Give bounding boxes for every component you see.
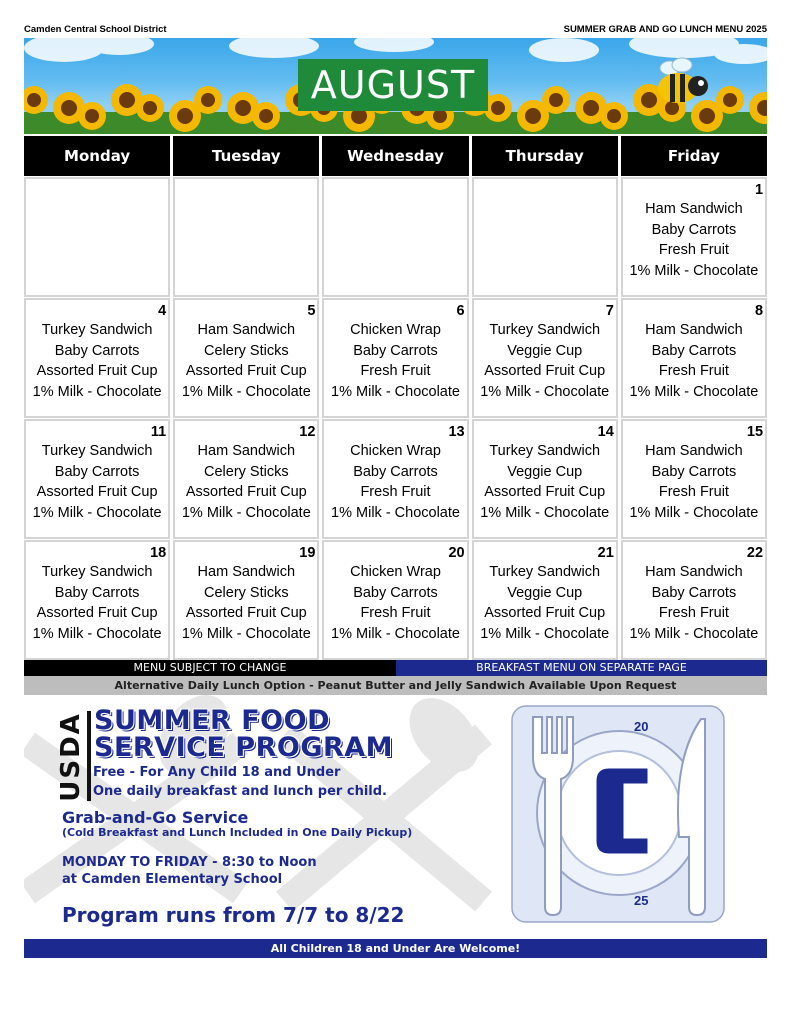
district-name: Camden Central School District: [24, 24, 167, 35]
menu-item: Fresh Fruit: [360, 605, 431, 621]
day-number: 11: [150, 424, 167, 440]
sunflower-icon: [136, 94, 164, 122]
weekday-header: Thursday: [469, 136, 618, 176]
menu-item: Fresh Fruit: [658, 484, 729, 500]
calendar-day-cell: [621, 298, 767, 418]
calendar-day-cell: [322, 419, 468, 539]
menu-item: 1% Milk - Chocolate: [181, 504, 311, 521]
calendar-day-cell: [24, 540, 170, 660]
menu-item: Ham Sandwich: [645, 201, 743, 217]
menu-item: Celery Sticks: [204, 342, 289, 359]
breakfast-menu-notice: BREAKFAST MENU ON SEPARATE PAGE: [396, 660, 767, 676]
menu-item: 1% Milk - Chocolate: [331, 625, 460, 642]
menu-item: Baby Carrots: [651, 342, 737, 359]
menu-item: 1% Milk - Chocolate: [32, 383, 162, 400]
menu-item: 1% Milk - Chocolate: [629, 262, 759, 279]
menu-item: Ham Sandwich: [197, 443, 296, 459]
menu-item: Baby Carrots: [54, 584, 140, 601]
calendar-day-cell: [472, 540, 618, 660]
menu-item: Turkey Sandwich: [41, 322, 153, 338]
weekday-header: Monday: [24, 136, 170, 176]
day-number: 19: [299, 545, 316, 561]
menu-item: 1% Milk - Chocolate: [32, 625, 162, 642]
calendar-day-cell: [173, 419, 319, 539]
day-number: 4: [158, 303, 167, 319]
calendar-day-cell: [24, 419, 170, 539]
menu-item: Assorted Fruit Cup: [185, 605, 307, 621]
calendar-day-cell: [173, 177, 319, 297]
sunflower-icon: [78, 102, 106, 130]
menu-title: SUMMER GRAB AND GO LUNCH MENU 2025: [563, 24, 767, 35]
day-number: 14: [597, 424, 614, 440]
menu-item: Chicken Wrap: [350, 564, 441, 580]
day-number: 21: [597, 545, 614, 561]
menu-item: Veggie Cup: [507, 584, 583, 601]
menu-item: Ham Sandwich: [645, 443, 743, 459]
menu-item: 1% Milk - Chocolate: [331, 383, 460, 400]
menu-item: Assorted Fruit Cup: [36, 484, 158, 500]
menu-item: Turkey Sandwich: [41, 564, 153, 580]
calendar-week-row: [24, 177, 767, 297]
plate-utensils-icon: [511, 705, 725, 923]
calendar-week-row: [24, 540, 767, 660]
day-number: 7: [605, 303, 614, 319]
sunflower-icon: [484, 94, 512, 122]
notice-bar: [24, 660, 767, 676]
menu-item: Baby Carrots: [54, 463, 140, 480]
day-number: 18: [150, 545, 167, 561]
menu-item: 1% Milk - Chocolate: [480, 383, 610, 400]
service-type: Grab-and-Go Service: [62, 808, 249, 827]
meal-frequency-text: One daily breakfast and lunch per child.: [93, 784, 387, 799]
calendar-day-cell: [173, 540, 319, 660]
menu-item: Baby Carrots: [651, 584, 737, 601]
sunflower-icon: [716, 86, 744, 114]
menu-item: 1% Milk - Chocolate: [629, 625, 759, 642]
day-number: 13: [448, 424, 465, 440]
menu-item: Celery Sticks: [204, 463, 289, 480]
weekday-header-row: [24, 136, 767, 176]
menu-item: Ham Sandwich: [197, 322, 296, 338]
calendar-day-cell: [621, 177, 767, 297]
calendar-week-row: [24, 419, 767, 539]
menu-item: Turkey Sandwich: [489, 322, 601, 338]
logo-year-top: 20: [634, 719, 649, 734]
location-text: at Camden Elementary School: [62, 872, 283, 887]
district-logo: [511, 705, 725, 923]
calendar-day-cell: [621, 419, 767, 539]
menu-item: Chicken Wrap: [350, 322, 441, 338]
menu-item: Turkey Sandwich: [489, 564, 601, 580]
day-number: 8: [754, 303, 764, 319]
menu-item: Baby Carrots: [353, 342, 438, 359]
menu-item: 1% Milk - Chocolate: [480, 625, 610, 642]
weekday-header: Tuesday: [170, 136, 319, 176]
menu-item: Fresh Fruit: [658, 605, 729, 621]
sunflower-icon: [194, 86, 222, 114]
menu-item: 1% Milk - Chocolate: [629, 504, 759, 521]
lunch-calendar: [24, 136, 767, 660]
calendar-day-cell: [621, 540, 767, 660]
menu-item: 1% Milk - Chocolate: [629, 383, 759, 400]
menu-item: Assorted Fruit Cup: [484, 484, 606, 500]
menu-item: Assorted Fruit Cup: [36, 363, 158, 379]
menu-item: Baby Carrots: [353, 463, 438, 480]
calendar-day-cell: [173, 298, 319, 418]
menu-item: Veggie Cup: [507, 342, 583, 359]
month-label: AUGUST: [298, 59, 488, 111]
day-number: 1: [754, 182, 764, 198]
menu-item: Chicken Wrap: [350, 443, 441, 459]
schedule-text: MONDAY TO FRIDAY - 8:30 to Noon: [62, 855, 317, 870]
menu-item: Baby Carrots: [353, 584, 438, 601]
program-title: SUMMER FOOD SERVICE PROGRAM: [94, 705, 394, 763]
menu-change-notice: MENU SUBJECT TO CHANGE: [24, 660, 396, 676]
menu-item: 1% Milk - Chocolate: [480, 504, 610, 521]
menu-item: Fresh Fruit: [360, 363, 431, 379]
menu-item: Fresh Fruit: [360, 484, 431, 500]
calendar-day-cell: [322, 540, 468, 660]
calendar-day-cell: [472, 298, 618, 418]
logo-year-bottom: 25: [634, 893, 649, 908]
menu-item: Ham Sandwich: [645, 322, 743, 338]
calendar-day-cell: [24, 298, 170, 418]
menu-item: 1% Milk - Chocolate: [181, 383, 311, 400]
menu-item: Assorted Fruit Cup: [484, 605, 606, 621]
menu-item: Turkey Sandwich: [489, 443, 601, 459]
menu-item: 1% Milk - Chocolate: [331, 504, 460, 521]
menu-item: Assorted Fruit Cup: [36, 605, 158, 621]
calendar-day-cell: [322, 177, 468, 297]
day-number: 20: [448, 545, 465, 561]
weekday-header: Friday: [618, 136, 767, 176]
sunflower-icon: [252, 102, 280, 130]
program-dates: Program runs from 7/7 to 8/22: [62, 903, 405, 927]
calendar-day-cell: [472, 177, 618, 297]
service-note: (Cold Breakfast and Lunch Included in One Daily Pickup): [62, 826, 413, 839]
eligibility-text: Free - For Any Child 18 and Under: [93, 765, 341, 780]
day-number: 22: [746, 545, 764, 561]
menu-item: Baby Carrots: [54, 342, 140, 359]
menu-item: Fresh Fruit: [658, 242, 729, 258]
calendar-day-cell: [322, 298, 468, 418]
menu-item: Celery Sticks: [204, 584, 289, 601]
welcome-footer: All Children 18 and Under Are Welcome!: [24, 939, 767, 958]
menu-item: Assorted Fruit Cup: [484, 363, 606, 379]
weekday-header: Wednesday: [319, 136, 468, 176]
sunflower-icon: [24, 86, 48, 114]
calendar-day-cell: [24, 177, 170, 297]
alternative-option-notice: Alternative Daily Lunch Option - Peanut Butter and Jelly Sandwich Available Upon Request: [24, 676, 767, 695]
day-number: 5: [307, 303, 316, 319]
sunflower-icon: [542, 86, 570, 114]
bee-icon: [658, 58, 708, 103]
day-number: 12: [299, 424, 316, 440]
day-number: 15: [746, 424, 764, 440]
menu-item: Fresh Fruit: [658, 363, 729, 379]
menu-item: Baby Carrots: [651, 221, 737, 238]
menu-item: Baby Carrots: [651, 463, 737, 480]
calendar-day-cell: [472, 419, 618, 539]
menu-item: Assorted Fruit Cup: [185, 363, 307, 379]
day-number: 6: [456, 303, 465, 319]
menu-item: 1% Milk - Chocolate: [181, 625, 311, 642]
menu-item: Ham Sandwich: [645, 564, 743, 580]
program-section: [24, 695, 767, 939]
usda-divider: [87, 711, 91, 801]
menu-item: Turkey Sandwich: [41, 443, 153, 459]
menu-item: 1% Milk - Chocolate: [32, 504, 162, 521]
usda-label: USDA: [56, 712, 86, 802]
sunflower-icon: [600, 102, 628, 130]
menu-item: Ham Sandwich: [197, 564, 296, 580]
menu-item: Assorted Fruit Cup: [185, 484, 307, 500]
menu-item: Veggie Cup: [507, 463, 583, 480]
calendar-week-row: [24, 298, 767, 418]
